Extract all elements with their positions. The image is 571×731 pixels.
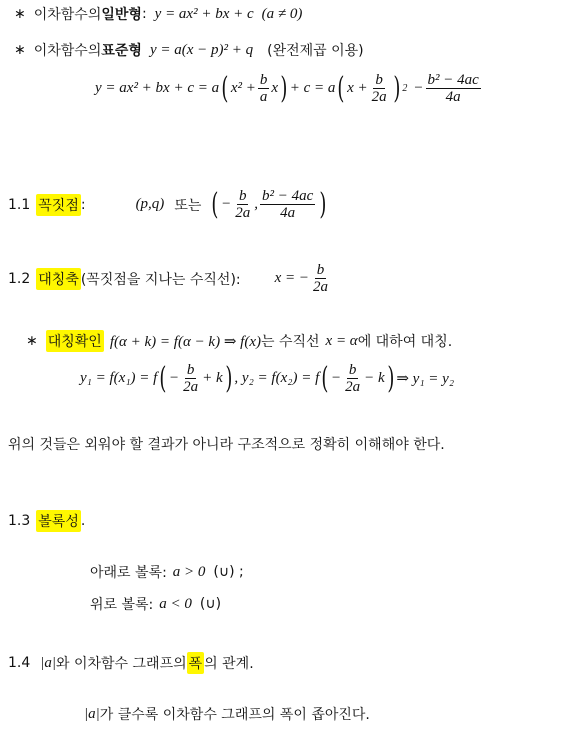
numerator: b² − 4ac [427, 72, 479, 88]
numerator: b [186, 362, 195, 378]
abs-a: |a| [84, 705, 100, 722]
axis-term: 대칭축 [36, 268, 81, 290]
symmetry-equation: y₁ = f(x₁) = f ( − $\frac{b}{2a}$ + k ) , y₂ = f(x₂) = f ( − $\frac{b}{2a}$ − k ) ⇒ y₁ = y₂ [80, 360, 455, 396]
symmetry-check-line [26, 330, 452, 352]
numerator: b [316, 262, 325, 278]
symmetry-formula: f(α + k) = f(α − k) ⇒ f(x) [109, 333, 261, 350]
bullet: ∗ [26, 333, 38, 349]
fraction-b-over-a [258, 72, 270, 105]
denominator: 4a [445, 89, 461, 105]
standard-form-note: (완전제곱 이용) [267, 43, 364, 59]
derivation-lhs: y = ax² + bx + c = a [95, 80, 220, 96]
general-form-line [14, 4, 302, 24]
derivation-equation: y = ax² + bx + c = a ( x² + $\frac{b}{a}$ x ) + c = a ( x + $\frac{b}{2a}$ ) 2 − $\frac{\text{b² − 4ac}}{4a}$ [95, 70, 479, 106]
width-relation-prefix: 와 이차함수 그래프의 [56, 656, 187, 672]
numerator: b² − 4ac [261, 188, 314, 204]
fraction-b-over-2a [181, 362, 200, 395]
numerator: b [238, 188, 247, 204]
section-1-2 [8, 262, 332, 295]
derivation-mid: + c = a [289, 80, 336, 96]
concave-up-label: 아래로 볼록: [90, 565, 167, 581]
standard-form-term: 표준형 [101, 43, 142, 59]
minus-sign: − [413, 80, 424, 96]
understanding-note: 위의 것들은 외워야 할 결과가 아니라 구조적으로 정확히 이해해야 한다. [8, 437, 445, 453]
general-form-prefix: 이차함수의 [33, 7, 102, 23]
derivation-xplus: x + [347, 80, 368, 96]
denominator: 4a [280, 205, 296, 221]
denominator: 2a [371, 89, 387, 105]
period: . [80, 513, 86, 529]
axis-formula-lhs: x = − [274, 270, 310, 286]
numerator: b [259, 72, 268, 88]
section-1-4 [8, 652, 254, 674]
width-term: 폭 [187, 652, 205, 674]
fraction-b-over-2a [343, 362, 362, 395]
concave-up-condition: a > 0 [172, 563, 206, 580]
general-form-formula: y = ax² + bx + c [154, 5, 254, 22]
symmetry-result: ⇒ y₁ = y₂ [396, 371, 455, 387]
numerator: b [348, 362, 357, 378]
y1-expression: y₁ = f(x₁) = f [80, 370, 158, 386]
concave-down-condition: a < 0 [159, 595, 192, 612]
section-1-1 [8, 188, 329, 221]
numerator: b [375, 72, 383, 88]
section-number: 1.3 [8, 513, 31, 529]
vertex-coordinates: ( − $\frac{b}{2a}$ , $\frac{\text{b² − 4ac}}{4a}$ ) [211, 186, 327, 222]
minus-sign: − [221, 196, 232, 212]
fraction-discriminant [426, 72, 481, 105]
concave-down-label: 위로 볼록: [90, 597, 154, 613]
symmetry-check-term: 대칭확인 [46, 330, 104, 352]
fraction-b-over-2a [233, 188, 252, 221]
or-text: 또는 [174, 197, 202, 214]
standard-form-prefix: 이차함수의 [33, 43, 102, 59]
general-form-condition: (a ≠ 0) [261, 5, 303, 22]
derivation-x: x [271, 80, 279, 96]
denominator: 2a [235, 205, 251, 221]
section-number: 1.1 [8, 196, 31, 213]
width-conclusion-line [84, 704, 370, 724]
symmetry-end: 에 대하여 대칭. [357, 334, 453, 350]
fraction-b-over-2a [311, 262, 330, 295]
concave-up-line [90, 562, 244, 582]
denominator: 2a [345, 379, 361, 395]
denominator: 2a [183, 379, 199, 395]
section-1-3 [8, 510, 85, 532]
abs-a: |a| [40, 654, 57, 671]
concave-down-line [90, 594, 221, 614]
minus-sign: − [330, 370, 342, 386]
denominator: a [259, 89, 268, 105]
symmetry-axis: x = α [325, 332, 358, 349]
concave-up-symbol: (∪) ; [213, 564, 244, 580]
width-relation-suffix: 의 관계. [204, 656, 254, 672]
plus-k: + k [202, 370, 223, 386]
vertex-term: 꼭짓점 [36, 194, 81, 216]
vertex-pq: (p,q) [135, 196, 165, 212]
y2-expression: , y₂ = f(x₂) = f [234, 370, 320, 386]
standard-form-formula: y = a(x − p)² + q [149, 41, 254, 58]
bullet: ∗ [14, 6, 26, 22]
fraction-discriminant [260, 188, 315, 221]
section-number: 1.2 [8, 270, 31, 287]
colon: : [80, 196, 86, 213]
minus-sign: − [169, 370, 180, 386]
width-conclusion: 가 클수록 이차함수 그래프의 폭이 좁아진다. [99, 707, 370, 723]
section-number: 1.4 [8, 655, 31, 671]
standard-form-line [14, 40, 364, 60]
colon: : [141, 6, 147, 22]
comma: , [254, 196, 258, 212]
fraction-b-over-2a [370, 72, 389, 105]
minus-k: − k [364, 370, 385, 386]
convexity-term: 볼록성 [36, 510, 81, 532]
general-form-term: 일반형 [101, 7, 142, 23]
derivation-x2plus: x² + [230, 80, 256, 96]
bullet: ∗ [14, 42, 26, 58]
symmetry-suffix: 는 수직선 [260, 334, 320, 350]
denominator: 2a [313, 279, 329, 295]
concave-down-symbol: (∪) [199, 596, 222, 612]
axis-description: (꼭짓점을 지나는 수직선): [80, 271, 241, 288]
